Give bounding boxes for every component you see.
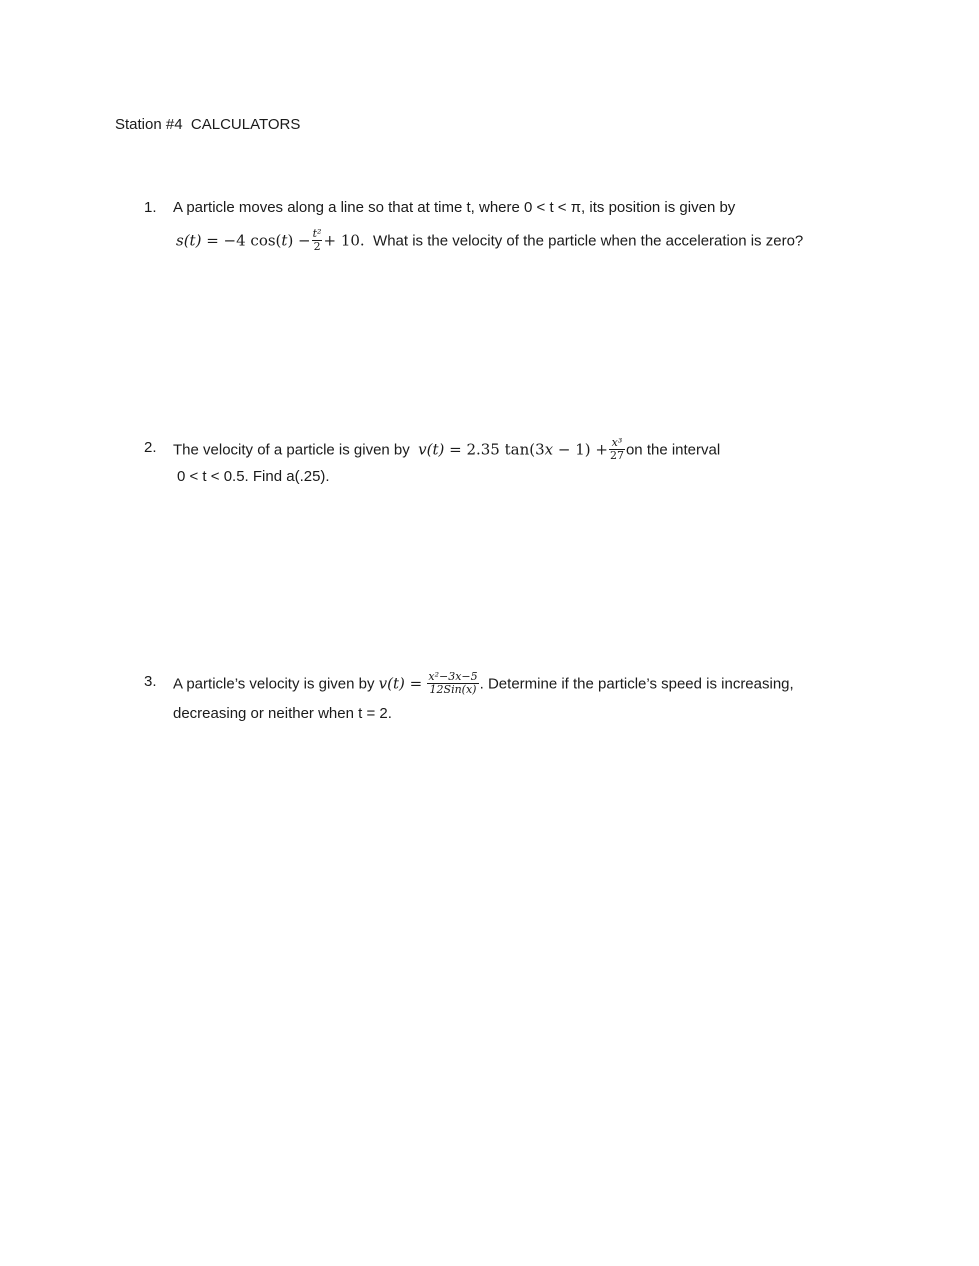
problem-1-number: 1. xyxy=(144,199,157,216)
problem-3-fraction: $\frac{\text{x²−3x−5}}{\text{12Sin(x)}}$ xyxy=(428,670,478,696)
problem-3-equation: v(t) = xyxy=(378,674,423,693)
problem-2-equation: v(t) = 2.35 tan(3x − 1) + xyxy=(418,440,608,459)
problem-2-fraction: $\frac{\text{x³}}{27}$ xyxy=(609,436,624,462)
problem-2-line-1: The velocity of a particle is given by v(t) = 2.35 tan(3x − 1) + $\frac{\text{x³}}{27}$ on the interval xyxy=(173,436,721,462)
problem-1-question: What is the velocity of the particle when the acceleration is zero? xyxy=(373,232,804,250)
problem-3-number: 3. xyxy=(144,673,157,690)
problem-2-line-2: 0 < t < 0.5. Find a(.25). xyxy=(177,468,330,485)
page-title: Station #4 CALCULATORS xyxy=(115,116,301,133)
problem-1-line-1: A particle moves along a line so that at time t, where 0 < t < π, its position is given by xyxy=(173,199,736,216)
problem-1-line-2: s(t) = −4 cos(t) − $\frac{\text{t²}}{2}$ + 10. What is the velocity of the particle when the acceleration is zero? xyxy=(176,227,804,253)
problem-2-number: 2. xyxy=(144,439,157,456)
problem-3-line-1: A particle’s velocity is given by v(t) = $\frac{\text{x²−3x−5}}{\text{12Sin(x)}}$ . Determine if the particle’s speed is increasing, xyxy=(173,670,794,696)
problem-1-equation: s(t) = −4 cos(t) − xyxy=(176,231,311,250)
problem-3-line-2: decreasing or neither when t = 2. xyxy=(173,705,392,722)
problem-1-fraction: $\frac{\text{t²}}{2}$ xyxy=(312,227,322,253)
